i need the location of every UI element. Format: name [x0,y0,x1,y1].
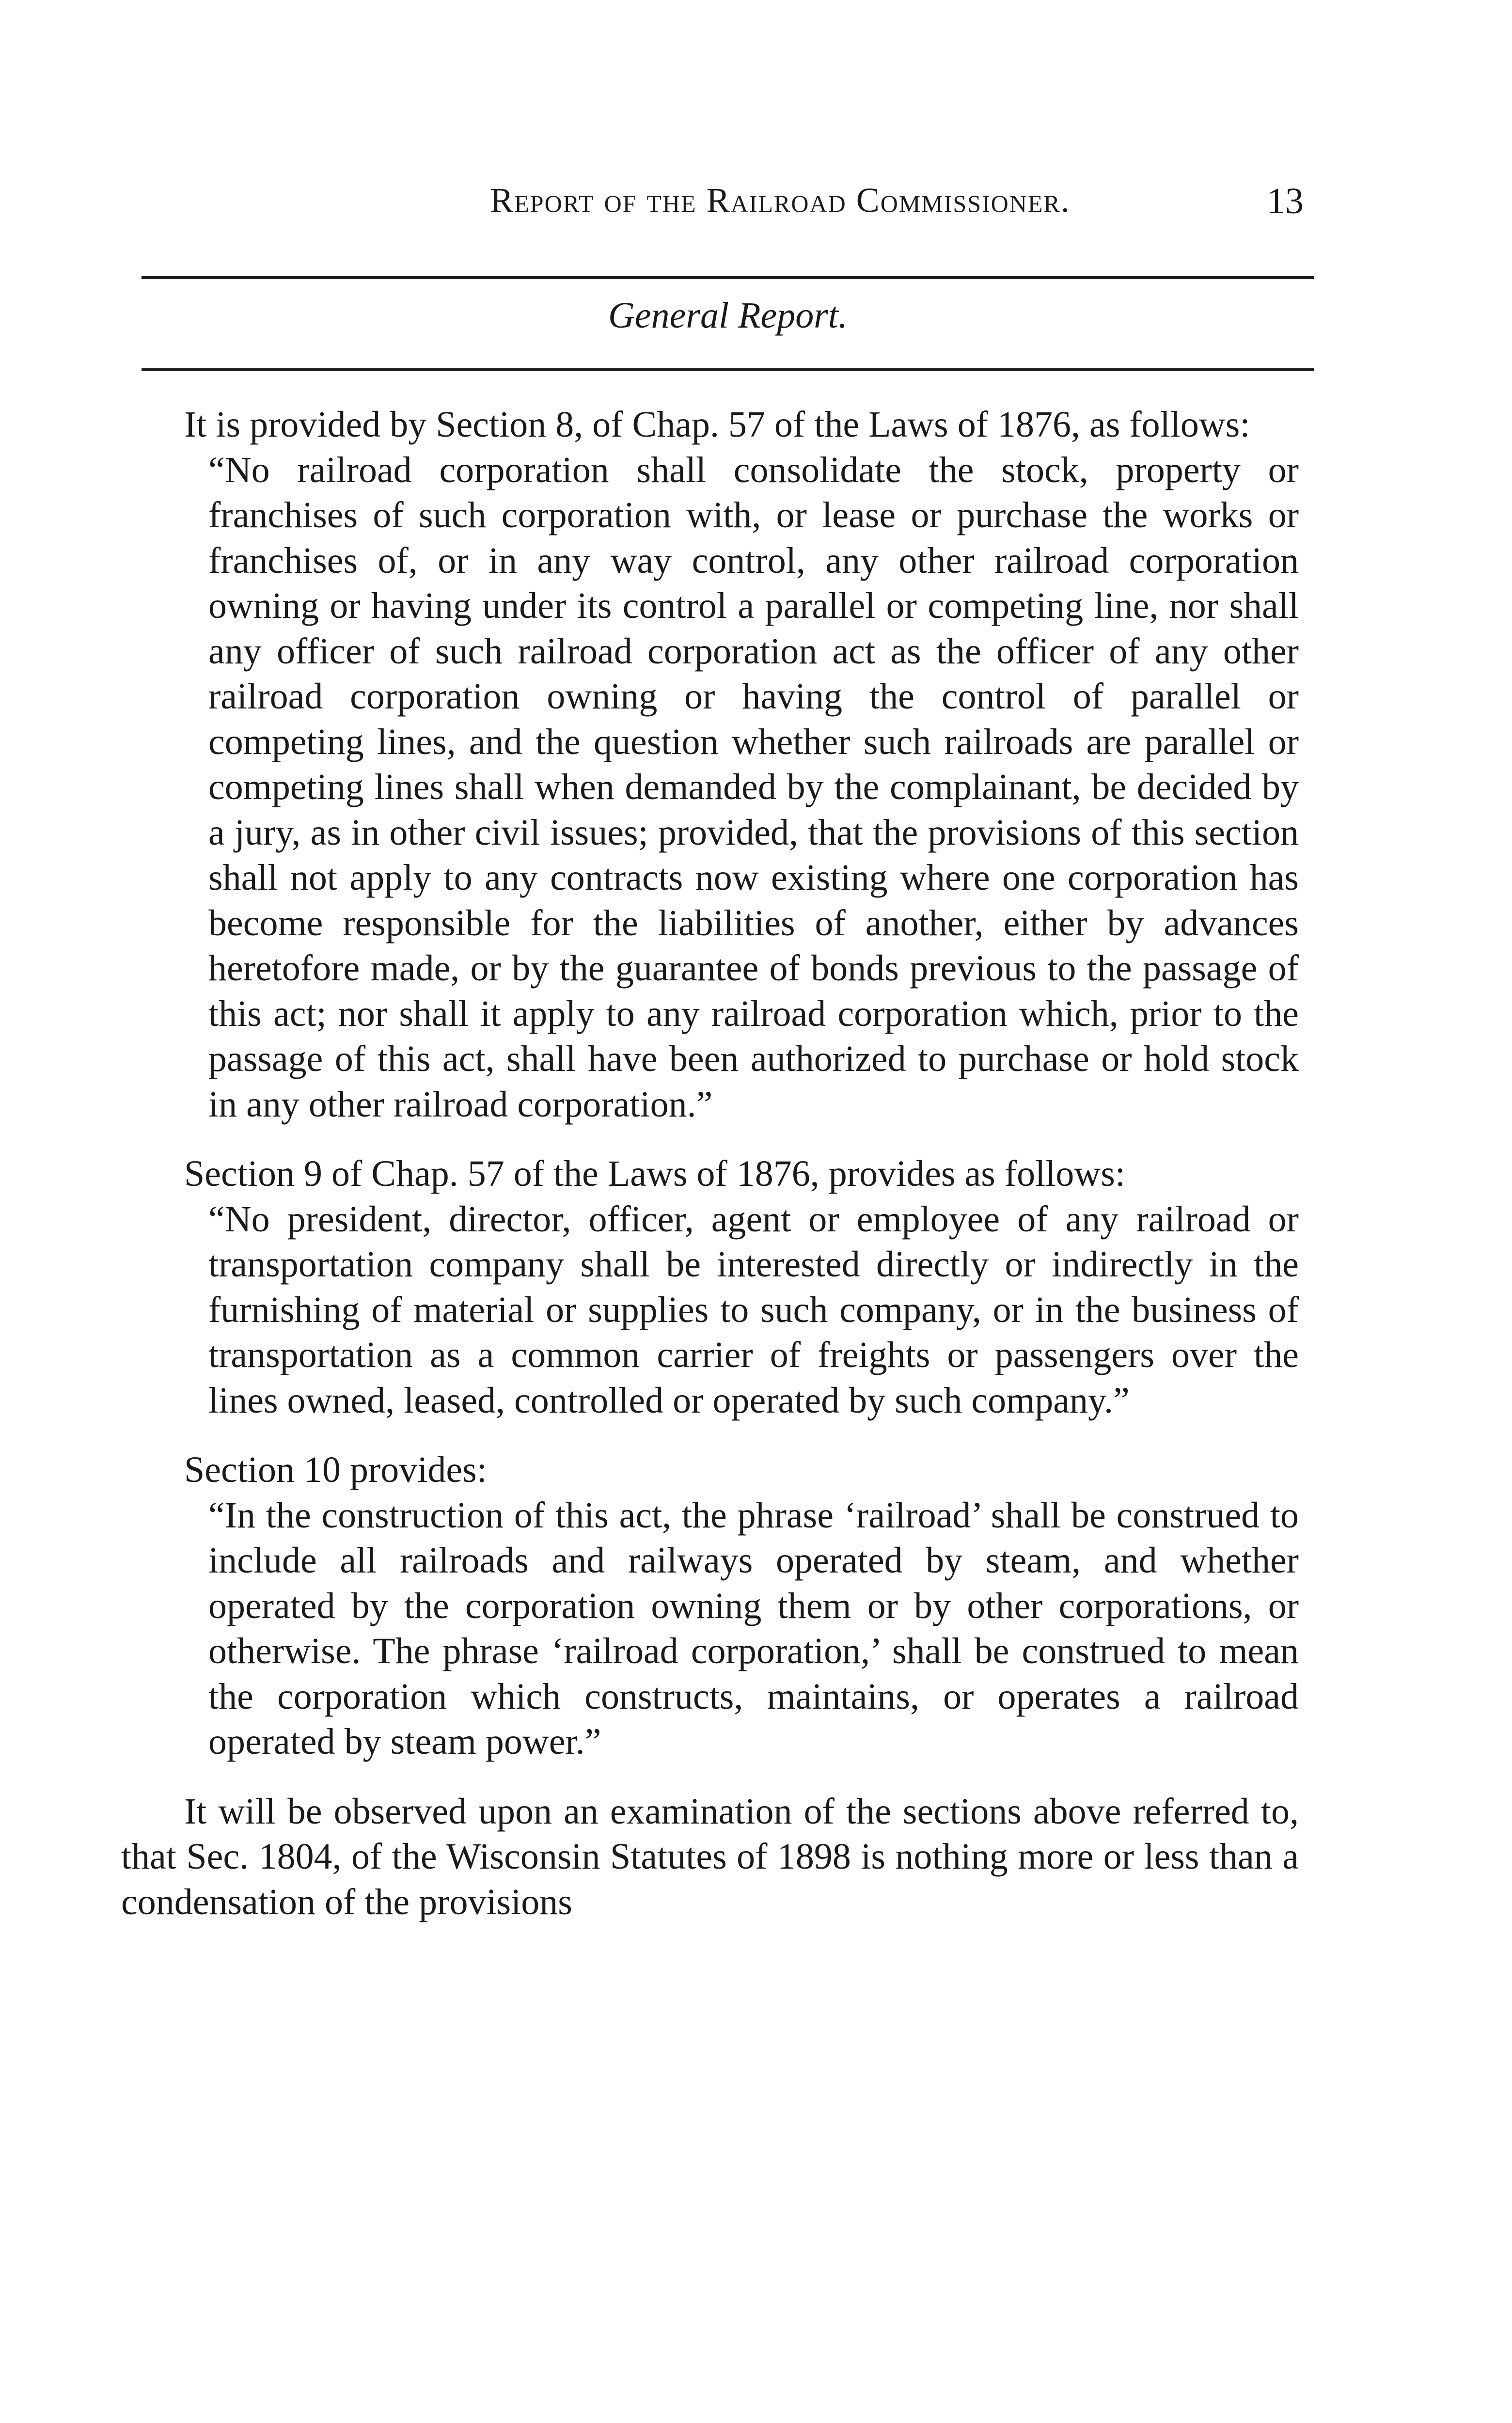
body-text [121,402,1299,1925]
paragraph-intro: It is provided by Section 8, of Chap. 57 of the Laws of 1876, as follows: [184,404,1250,445]
running-head: Report of the Railroad Commissioner. [490,181,1071,220]
paragraph-section-10: Section 10 provides: [184,1449,487,1490]
quote-section-10: “In the construction of this act, the phrase ‘railroad’ shall be construed to include all railroads and railways operated by steam, and whether operated by the corporation owning them or by other corporations, or otherwise. The phrase ‘railroad corporation,’ shall be construed to mean the corporation which constructs, maintains, or operates a railroad operated by steam power.” [208,1495,1299,1762]
header-rule-top [142,276,1314,279]
header-rule-bottom [142,368,1314,371]
quote-section-8: “No railroad corporation shall consolidate the stock, property or franchises of such corporation with, or lease or purchase the works or franchises of, or in any way control, any other railroad corporation owning or having under its control a parallel or competing line, nor shall any officer of such railroad corporation act as the officer of any other railroad corporation owning or having the control of parallel or competing lines, and the question whether such railroads are parallel or competing lines shall when demanded by the complainant, be decided by a jury, as in other civil issues; provided, that the provisions of this section shall not apply to any contracts now existing where one corporation has become responsible for the liabilities of another, either by advances heretofore made, or by the guarantee of bonds previous to the passage of this act; nor shall it apply to any railroad corporation which, prior to the passage of this act, shall have been authorized to purchase or hold stock in any other railroad corporation.” [208,449,1299,1125]
section-title: General Report. [608,295,848,336]
quote-section-9: “No president, director, officer, agent or employee of any railroad or transportation company shall be interested directly or indirectly in the furnishing of material or supplies to such company, or in the business of transportation as a common carrier of freights or passengers over the lines owned, leased, controlled or operated by such company.” [208,1198,1299,1421]
page-number: 13 [1267,181,1304,221]
paragraph-section-9: Section 9 of Chap. 57 of the Laws of 1876, provides as follows: [184,1153,1125,1194]
paragraph-observation: It will be observed upon an examination of the sections above referred to, that Sec. 1804, of the Wisconsin Statutes of 1898 is nothing more or less than a condensation of the provisions [121,1791,1299,1922]
